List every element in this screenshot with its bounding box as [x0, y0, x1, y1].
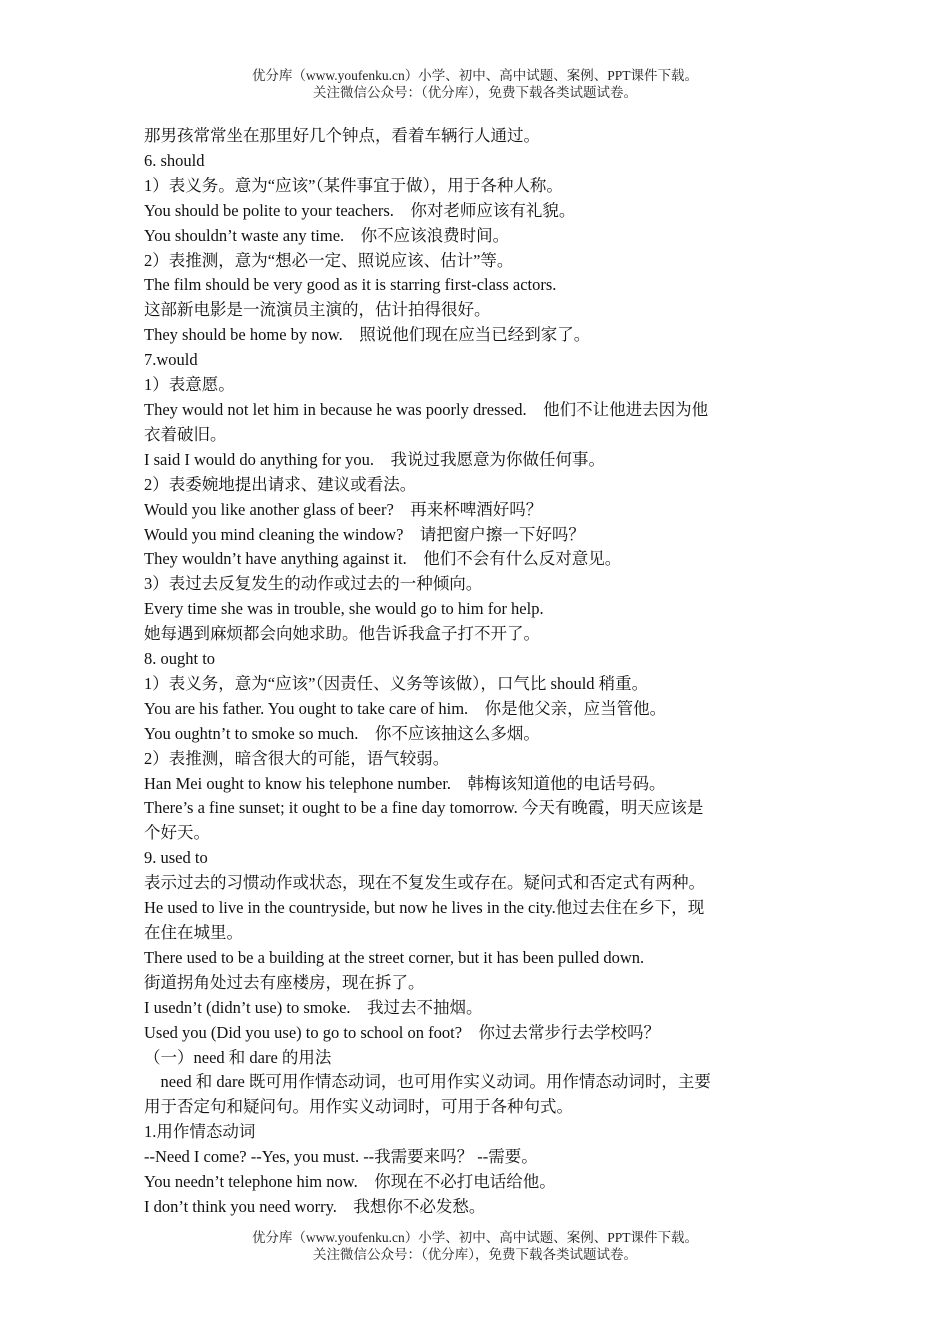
body-line: 个好天。: [144, 823, 210, 843]
body-line: 1）表义务，意为“应该”（因责任、义务等该做），口气比 should 稍重。: [144, 673, 649, 693]
body-line: 3）表过去反复发生的动作或过去的一种倾向。: [144, 574, 483, 594]
body-line: Would you like another glass of beer? 再来杯啤酒好吗？: [144, 499, 543, 519]
body-line: 表示过去的习惯动作或状态，现在不复发生或存在。疑问式和否定式有两种。: [144, 873, 705, 893]
body-line: 1）表义务。意为“应该”（某件事宜于做），用于各种人称。: [144, 175, 563, 195]
body-line: 2）表委婉地提出请求、建议或看法。: [144, 474, 417, 494]
body-line: 2）表推测，暗含很大的可能，语气较弱。: [144, 748, 450, 768]
body-line: You needn’t telephone him now. 你现在不必打电话给他。: [144, 1172, 556, 1192]
body-line: Used you (Did you use) to go to school on foot? 你过去常步行去学校吗？: [144, 1022, 661, 1042]
body-line: There used to be a building at the street corner, but it has been pulled down.: [144, 947, 645, 967]
body-line: He used to live in the countryside, but now he lives in the city.他过去住在乡下，现: [144, 898, 705, 918]
body-line: You shouldn’t waste any time. 你不应该浪费时间。: [144, 225, 510, 245]
footer-line-2: 关注微信公众号：（优分库），免费下载各类试题试卷。: [313, 1247, 637, 1262]
body-line: There’s a fine sunset; it ought to be a fine day tomorrow. 今天有晚霞，明天应该是: [144, 798, 704, 818]
body-line: 用于否定句和疑问句。用作实义动词时，可用于各种句式。: [144, 1097, 573, 1117]
body-line: 在住在城里。: [144, 923, 243, 942]
page-footer: [0, 1229, 950, 1263]
subheading-modal-usage: 1.用作情态动词: [144, 1122, 256, 1142]
body-line: They wouldn’t have anything against it. 他们不会有什么反对意见。: [144, 549, 622, 569]
header-line-2: 关注微信公众号：（优分库），免费下载各类试题试卷。: [313, 85, 637, 100]
body-line: 1）表意愿。: [144, 375, 235, 395]
body-line: They would not let him in because he was poorly dressed. 他们不让他进去因为他: [144, 399, 709, 419]
body-line: You should be polite to your teachers. 你对老师应该有礼貌。: [144, 200, 576, 220]
document-body: [144, 124, 812, 1220]
body-line: Every time she was in trouble, she would go to him for help.: [144, 599, 544, 619]
body-line: I said I would do anything for you. 我说过我愿意为你做任何事。: [144, 449, 606, 469]
body-line: I usedn’t (didn’t use) to smoke. 我过去不抽烟。: [144, 997, 483, 1017]
body-line: 那男孩常常坐在那里好几个钟点，看着车辆行人通过。: [144, 126, 540, 145]
body-line: 她每遇到麻烦都会向她求助。他告诉我盒子打不开了。: [144, 624, 540, 644]
body-line: --Need I come? --Yes, you must. --我需要来吗？ --需要。: [144, 1147, 538, 1167]
body-line: 2）表推测，意为“想必一定、照说应该、估计”等。: [144, 250, 514, 270]
section-heading-need-dare: （一）need 和 dare 的用法: [144, 1047, 332, 1067]
body-line: You oughtn’t to smoke so much. 你不应该抽这么多烟。: [144, 723, 540, 743]
footer-line-1: 优分库（www.youfenku.cn）小学、初中、高中试题、案例、PPT课件下载。: [251, 1230, 699, 1245]
body-line: They should be home by now. 照说他们现在应当已经到家了。: [144, 325, 591, 345]
section-heading-used-to: 9. used to: [144, 848, 208, 868]
body-line: 衣着破旧。: [144, 424, 227, 444]
body-line: I don’t think you need worry. 我想你不必发愁。: [144, 1196, 486, 1216]
section-heading-ought-to: 8. ought to: [144, 649, 216, 669]
section-heading-should: 6. should: [144, 150, 205, 170]
body-line: You are his father. You ought to take care of him. 你是他父亲，应当管他。: [144, 698, 667, 718]
body-line: 这部新电影是一流演员主演的，估计拍得很好。: [144, 300, 491, 320]
body-line: Han Mei ought to know his telephone number. 韩梅该知道他的电话号码。: [144, 773, 666, 793]
body-line: 街道拐角处过去有座楼房，现在拆了。: [144, 972, 425, 992]
header-line-1: 优分库（www.youfenku.cn）小学、初中、高中试题、案例、PPT课件下载。: [251, 68, 699, 83]
body-line: Would you mind cleaning the window? 请把窗户擦一下好吗？: [144, 524, 585, 544]
body-line: need 和 dare 既可用作情态动词，也可用作实义动词。用作情态动词时，主要: [144, 1072, 711, 1092]
body-line: The film should be very good as it is starring first-class actors.: [144, 275, 557, 295]
page-header: [0, 67, 950, 101]
section-heading-would: 7.would: [144, 350, 198, 370]
